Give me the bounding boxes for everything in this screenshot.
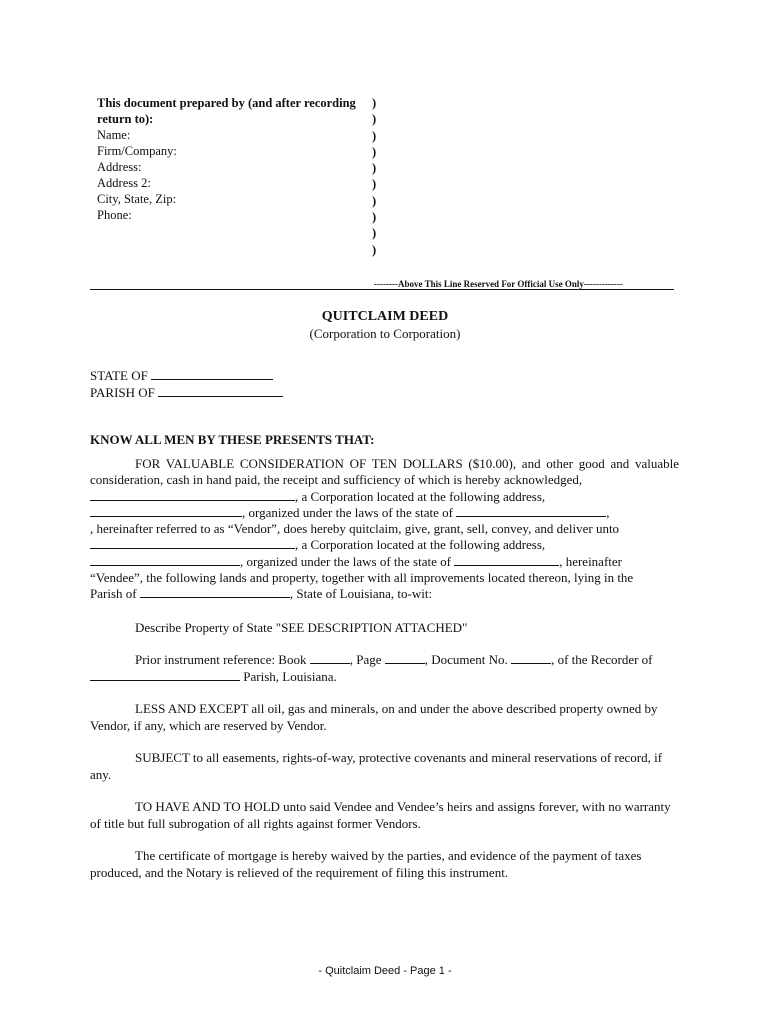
a-corporation-text: , a Corporation located at the following address, (295, 488, 546, 504)
document-title: QUITCLAIM DEED (321, 309, 449, 324)
vendee-clause: “Vendee”, the following lands and property, together with all improvements located thereon, lying in the (90, 570, 634, 586)
subject-text: SUBJECT to all easements, rights-of-way, protective covenants and mineral reservations of record, if any. (90, 750, 663, 782)
field-address: Address: (97, 160, 142, 174)
describe-property-line (90, 620, 679, 637)
vendor-address-blank[interactable] (90, 505, 242, 517)
vendee-address-blank[interactable] (90, 554, 240, 566)
book-blank[interactable] (310, 652, 350, 664)
to-have-text: TO HAVE AND TO HOLD unto said Vendee and Vendee’s heirs and assigns forever, with no warranty of title but full subrogation of all rights against former Vendors. (90, 799, 671, 831)
document-subtitle: (Corporation to Corporation) (309, 326, 461, 341)
state-label: STATE OF (90, 368, 148, 383)
field-phone: Phone: (97, 208, 132, 222)
recorder-parish-blank[interactable] (90, 669, 240, 681)
vendor-organized-row: , organized under the laws of the state of , (90, 505, 679, 521)
prior-parish-label: Parish, Louisiana. (243, 668, 337, 684)
organized-text-2: , organized under the laws of the state of (240, 553, 451, 569)
state-louisiana-text: , State of Louisiana, to-wit: (289, 586, 433, 602)
property-parish-blank[interactable] (140, 586, 290, 598)
prepared-by-label: This document prepared by (and after recording return to): (97, 96, 356, 126)
vendee-state-blank[interactable] (454, 554, 559, 566)
state-blank[interactable] (151, 367, 273, 380)
vendor-clause: , hereinafter referred to as “Vendor”, does hereby quitclaim, give, grant, sell, convey, and deliver unto (90, 521, 620, 537)
page-blank[interactable] (385, 652, 425, 664)
a-corporation-text-2: , a Corporation located at the following address, (295, 537, 546, 553)
know-all-men-heading: KNOW ALL MEN BY THESE PRESENTS THAT: (90, 432, 375, 447)
doc-blank[interactable] (511, 652, 551, 664)
state-block (90, 367, 283, 401)
vendee-address-row (90, 537, 679, 553)
certificate-text: The certificate of mortgage is hereby waived by the parties, and evidence of the payment of taxes produced, and the Notary is relieved of the requirement of filing this instrument. (90, 848, 642, 880)
field-address-2: Address 2: (97, 176, 151, 190)
describe-property-text: Describe Property of State "SEE DESCRIPTION ATTACHED" (135, 620, 468, 635)
paren-column: ) ) ) ) ) ) ) ) ) ) (372, 96, 377, 257)
less-except-paragraph (90, 701, 679, 734)
vendor-name-blank[interactable] (90, 489, 295, 501)
organized-text: , organized under the laws of the state of (242, 504, 453, 520)
prior-recorder-label: , of the Recorder of (551, 652, 653, 667)
less-except-text: LESS AND EXCEPT all oil, gas and minerals, on and under the above described property owned by Vendor, if any, which are reserved by Vendor. (90, 701, 658, 733)
parish-blank[interactable] (158, 384, 283, 397)
vendor-state-blank[interactable] (456, 505, 606, 517)
field-firm: Firm/Company: (97, 144, 177, 158)
parish-of-row (90, 586, 679, 602)
prepared-by-block (97, 95, 377, 223)
vendor-address-row (90, 489, 679, 505)
consideration-paragraph (90, 456, 679, 603)
field-city-state-zip: City, State, Zip: (97, 192, 177, 206)
parish-label: PARISH OF (90, 385, 155, 400)
hereinafter-text: , hereinafter (559, 553, 622, 569)
reserved-line: --------Above This Line Reserved For Official Use Only------------- (374, 279, 623, 289)
prior-instrument-block (90, 652, 679, 685)
page-footer: - Quitclaim Deed - Page 1 - (318, 965, 452, 977)
prior-book-label: Prior instrument reference: Book (135, 652, 307, 667)
vendee-organized-row (90, 554, 679, 570)
header-rule (90, 289, 674, 290)
field-name: Name: (97, 128, 131, 142)
subject-paragraph (90, 750, 679, 783)
certificate-paragraph (90, 848, 679, 881)
consideration-line: FOR VALUABLE CONSIDERATION OF TEN DOLLARS ($10.00), and other good and valuable consideration, cash in hand paid, the receipt and sufficiency of which is hereby acknowledged, (90, 456, 679, 488)
prior-doc-label: , Document No. (424, 652, 508, 667)
parish-of-label: Parish of (90, 586, 137, 602)
to-have-paragraph (90, 799, 679, 832)
prior-page-label: , Page (349, 652, 382, 667)
vendee-name-blank[interactable] (90, 537, 295, 549)
